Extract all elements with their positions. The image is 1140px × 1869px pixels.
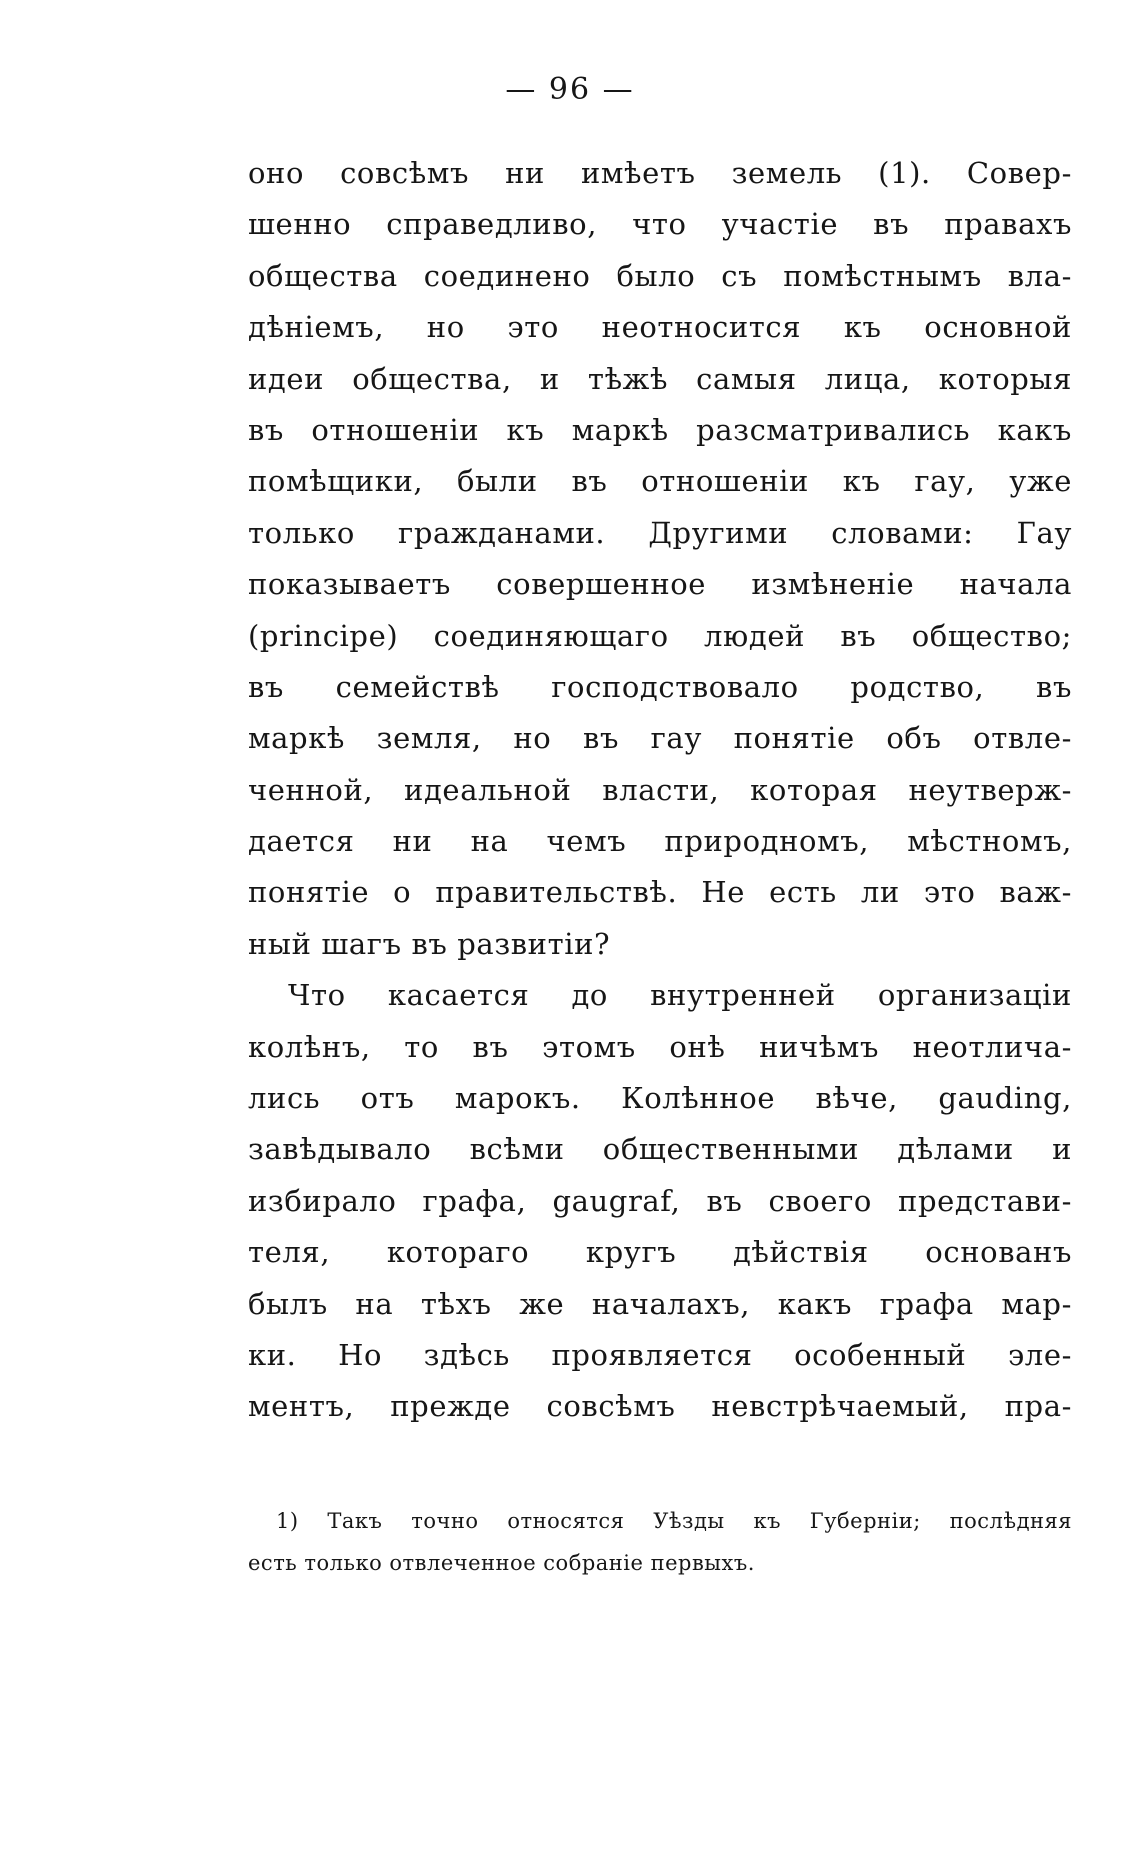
text-line: лись отъ марокъ. Колѣнное вѣче, gauding, [248,1081,1072,1116]
page-number: — 96 — [505,72,635,107]
text-line: показываетъ совершенное измѣненіе начала [248,567,1072,602]
text-line: ки. Но здѣсь проявляется особенный эле- [248,1337,1072,1372]
text-line: въ отношеніи къ маркѣ разсматривались какъ [248,412,1072,447]
text-line: общества соединено было съ помѣстнымъ вла- [248,258,1072,293]
text-line: (principe) соединяющаго людей въ общество; [248,618,1072,653]
text-line: понятіе о правительствѣ. Не есть ли это важ- [248,875,1072,910]
text-line: дѣніемъ, но это неотносится къ основной [248,310,1072,345]
text-line: въ семействѣ господствовало родство, въ [248,669,1072,704]
text-line: маркѣ земля, но въ гау понятіе объ отвле- [248,721,1072,756]
footnote-line: есть только отвлеченное собраніе первыхъ. [248,1551,755,1575]
footnote [248,1500,1072,1584]
text-line: колѣнъ, то въ этомъ онѣ ничѣмъ неотлича- [248,1029,1072,1064]
text-line: былъ на тѣхъ же началахъ, какъ графа мар- [248,1286,1072,1321]
text-line: помѣщики, были въ отношеніи къ гау, уже [248,464,1072,499]
text-line: оно совсѣмъ ни имѣетъ земель (1). Совер- [248,156,1072,190]
text-line: ментъ, прежде совсѣмъ невстрѣчаемый, пра- [248,1389,1072,1424]
text-line: ный шагъ въ развитіи? [248,926,611,961]
paragraph-start-line: Что касается до внутренней организаціи [288,978,1072,1013]
footnote-line: 1) Такъ точно относятся Уѣзды къ Губерніи; послѣдняя [276,1509,1072,1533]
text-line: только гражданами. Другими словами: Гау [248,515,1072,550]
main-text [248,148,1072,1433]
text-line: теля, котораго кругъ дѣйствія основанъ [248,1235,1072,1270]
text-line: ченной, идеальной власти, которая неутверж- [248,772,1072,807]
text-line: идеи общества, и тѣжѣ самыя лица, которыя [248,361,1072,396]
text-line: шенно справедливо, что участіе въ правахъ [248,207,1072,242]
text-line: дается ни на чемъ природномъ, мѣстномъ, [248,824,1072,859]
text-line: избирало графа, gaugraf, въ своего представи- [248,1183,1072,1218]
text-line: завѣдывало всѣми общественными дѣлами и [248,1132,1072,1167]
